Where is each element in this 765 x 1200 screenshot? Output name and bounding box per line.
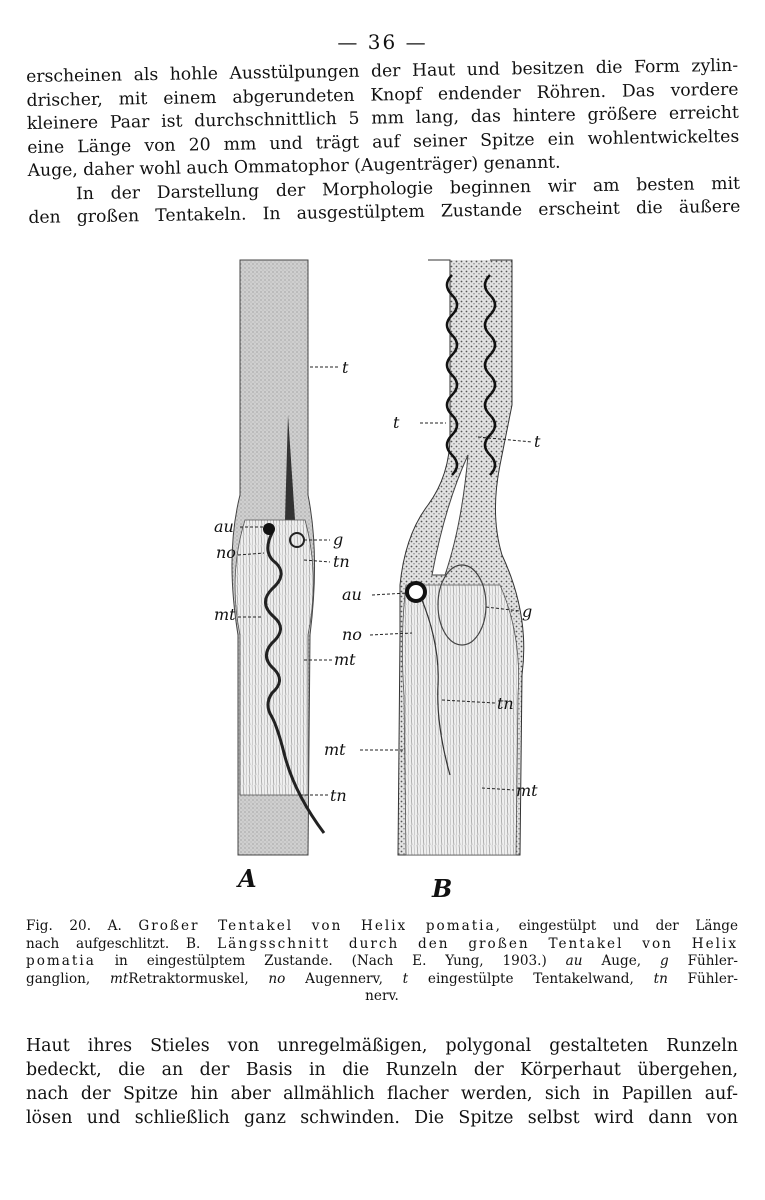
text-line: bedeckt, die an der Basis in die Runzeln der Körperhaut übergehen,	[26, 1060, 738, 1080]
label-a-mt: mt	[214, 605, 236, 624]
panel-a	[214, 260, 356, 893]
caption-text: Fühler-	[687, 953, 739, 969]
label-b-no: no	[342, 625, 362, 644]
caption-abbrev: no	[268, 970, 286, 987]
caption-text: Längsschnitt durch den großen Tentakel von Helix	[217, 935, 738, 952]
caption-line	[26, 971, 738, 989]
page-number: — 36 —	[337, 30, 428, 54]
text-line: In der Darstellung der Morphologie beginnen wir am besten mit	[75, 173, 741, 204]
caption-abbrev: t	[402, 970, 409, 987]
label-a-tn2: tn	[330, 786, 347, 805]
panel-a-letter: A	[238, 864, 257, 893]
caption-line	[26, 953, 738, 971]
label-b-mt-left: mt	[324, 740, 346, 759]
caption-text: Auge,	[601, 953, 642, 969]
text-line: Auge, daher wohl auch Ommatophor (Augenträger) genannt.	[27, 152, 561, 181]
caption-part-a: A.	[107, 918, 122, 934]
eye-a	[263, 523, 275, 535]
label-b-t-right: t	[534, 432, 541, 451]
caption-part-b: B.	[185, 935, 201, 952]
label-b-g: g	[522, 602, 533, 621]
label-a-t: t	[342, 358, 349, 377]
caption-text: nach aufgeschlitzt.	[26, 935, 170, 952]
caption-source: (Nach E. Yung, 1903.)	[351, 953, 547, 969]
caption-abbrev: g	[659, 953, 669, 969]
tentacle-figure	[200, 255, 560, 905]
text-line: eine Länge von 20 mm und trägt auf seiner Spitze ein wohlentwickeltes	[27, 126, 740, 158]
label-b-au: au	[342, 585, 362, 604]
caption-text: Retraktormuskel,	[128, 970, 249, 987]
caption-abbrev: mt	[109, 970, 129, 987]
caption-line: nerv.	[365, 988, 399, 1004]
caption-text: in eingestülptem Zustande.	[114, 953, 333, 969]
caption-line	[26, 936, 738, 954]
caption-abbrev: tn	[653, 970, 668, 987]
label-a-no: no	[216, 543, 236, 562]
label-a-tn: tn	[333, 552, 350, 571]
text-line: nach der Spitze hin aber allmählich flacher werden, sich in Papillen auf-	[26, 1084, 738, 1104]
retractor-muscle-b	[402, 585, 518, 855]
label-a-mt2: mt	[334, 650, 356, 669]
panel-b-letter: B	[432, 874, 453, 903]
label-a-au: au	[214, 517, 234, 536]
caption-line	[26, 918, 738, 936]
text-line: erscheinen als hohle Ausstülpungen der Haut und besitzen die Form zylin-	[26, 55, 739, 87]
caption-fig-number: Fig. 20.	[26, 918, 92, 934]
label-a-g: g	[333, 530, 344, 549]
caption-text: eingestülpt und der Länge	[518, 918, 739, 934]
caption-text: eingestülpte Tentakelwand,	[427, 970, 634, 987]
caption-text: Großer Tentakel von Helix pomatia,	[138, 918, 502, 934]
eye-b	[407, 583, 425, 601]
label-b-mt-right: mt	[516, 781, 538, 800]
caption-abbrev: au	[565, 953, 583, 969]
label-b-t-left: t	[393, 413, 400, 432]
label-b-tn: tn	[497, 694, 514, 713]
paragraph-top	[26, 55, 740, 231]
caption-text: ganglion,	[26, 970, 91, 987]
panel-b	[324, 260, 541, 903]
text-line: kleinere Paar ist durchschnittlich 5 mm lang, das hintere größere erreicht	[26, 102, 739, 134]
caption-text: Augennerv,	[305, 970, 383, 987]
text-line: Haut ihres Stieles von unregelmäßigen, polygonal gestalteten Runzeln	[26, 1036, 738, 1056]
text-line: drischer, mit einem abgerundeten Knopf endender Röhren. Das vordere	[26, 79, 739, 111]
text-line: lösen und schließlich ganz schwinden. Die Spitze selbst wird dann von	[26, 1108, 738, 1128]
paragraph-bottom	[26, 1034, 738, 1130]
figure-caption	[26, 918, 738, 1006]
caption-text: Fühler-	[687, 970, 739, 987]
text-line: den großen Tentakeln. In ausgestülptem Zustande erscheint die äußere	[28, 196, 741, 228]
caption-text: pomatia	[26, 953, 96, 969]
